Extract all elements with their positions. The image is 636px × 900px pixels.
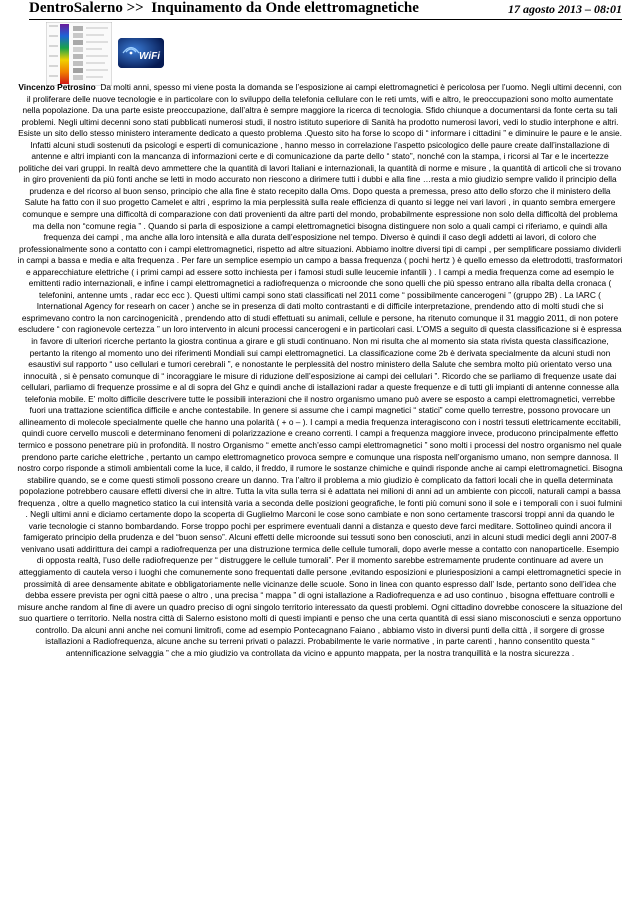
author-name: Vincenzo Petrosino (18, 82, 96, 92)
wifi-icon (118, 38, 164, 68)
site-name: DentroSalerno >> (29, 0, 144, 16)
wifi-label: WiFi (139, 51, 161, 62)
header-title (29, 0, 419, 17)
spectrum-chart-icon (46, 22, 112, 86)
article-paragraph: Da molti anni, spesso mi viene posta la domanda se l’esposizione ai campi elettromagnetici è pericolosa per l’uomo. Negli ultimi decenni, con il proliferare delle nuove tecnologie e in particolare con lo sviluppo della telefonia cellulare con le reti umts, wifi e altro, le preoccupazioni sono molto aumentate nella popolazione. Da una parte esiste preoccupazione, dall’altra è sempre maggiore la ricerca di tecnologia. Sfido chiunque a documentarsi da fonte certa su tali problemi. Negli ultimi decenni sono stati pubblicati numerosi studi, il nostro istituto superiore di Sanità ha prodotto numerosi lavori, vedi lo studio interphone e altri. Esiste un sito dello stesso ministero interamente dedicato a questo problema .Questo sito ha forse lo scopo di “ informare i cittadini ” e diminuire le paure e le ansie. Infatti alcuni studi sostenuti da psicologi e esperti di comunicazione , hanno messo in correlazione l’aspetto psicologico delle paure create dall’installazione di antenne e altri impianti con la mancanza di informazioni certe e di comunicazione da parte dello “ stato”, nonché con la stampa, i ricorsi al Tar e le incertezze politiche dei vari gruppi. In realtà devo ammettere che la quantità di lavori Italiani e internazionali, la quantità di norme e misure , la quantità di articoli che si trovano in giro provenienti da più fonti anche se letti in modo accurato non riescono a dirimere tutti i dubbi e alla fine …resta a mio giudizio sempre valido il principio della prudenza e del ricorso al buon senso, principio che alla fine è stato recepito dalla Oms. Dopo questa a premessa, preso atto dello sforzo che il ministero della Salute ha fatto con il suo progetto Camelet e altri , esprimo la mia perplessità sulla reale efficienza di quanto si legge nei vari lavori , in quanto sembra emergere comunque e sempre una difficoltà di comparazione con dati provenienti da altre parti del mondo, probabilmente espressione non solo della difficoltà del problema ma della non “comune regia ” . Quando si parla di esposizione a campi elettromagnetici bisogna distinguere non solo a quali campi ci riferiamo, e quindi alla frequenza dei campi , ma anche alla loro intensità e alla durata dell’esposizione nel tempo. Diverso è quindi il caso degli addetti ai lavori, di coloro che professionalmente sono a contatto con i campi elettromagnetici, rispetto ad altre situazioni. Abbiamo inoltre diversi tipi di campi , per semplificare possiamo dividerli in campi a bassa e media e alta frequenza . Per fare un semplice esempio un campo a bassa frequenza ( pochi hertz ) è quello emesso da elettrodotti, trasformatori e apparecchiature elettriche ( i primi campi ad essere sotto inchiesta per i famosi studi sulle leucemie infantili ) . I campi a media frequenza come ad esempio le emittenti radio internazionali, e infine i campi elettromagnetici a radiofrequenza o microonde che sono quelli che più spesso entrano alla ribalta della cronaca ( telefonini, antenne umts , radar ecc ecc ). Questi ultimi campi sono stati classificati nel 2011 come “ possibilmente cancerogeni ” (gruppo 2B) . La IARC ( International Agency for researh on cacer ) anche se in presenza di dati molto contrastanti e di difficile interpretazione, prendendo atto di molti studi che si esprimevano contro la non carcinogenicità , prendendo atto di studi effettuati su animali, cellule e persone, ha ritenuto comunque il 31 maggio 2011, di non potere escludere “ con ragionevole certezza ” un loro intervento in alcuni processi cancerogeni e in particolari casi. L’OMS a seguito di questa classificazione si è espressa in favore di ulteriori ricerche pertanto la giostra continua a girare e gli studi continuano. Non mi risulta che al momento sia stata rivista questa classificazione, pertanto la ritengo al momento uno dei riferimenti Mondiali sui campi elettromagnetici. La classificazione come 2b è derivata specialmente da alcuni studi non esaustivi sul rapporto “ uso cellulari e tumori cerebrali ”, e nonostante le perplessità del nostro ministero della Salute che sembra molto più orientato verso una innocuità , si è pensato comunque di “ incoraggiare le misure di riduzione dell’esposizione ai campi dei cellulari ”. Ricordo che se parliamo di frequenze usate dai cellulari, parliamo di frequenze prossime e al di sopra del Ghz e quindi anche di istallazioni radar a queste frequenze e di tutti gli impianti di antenne connesse alla telefonia mobile. E’ molto difficile descrivere tutte le possibili interazioni che il nostro organismo umano può avere se esposto a campi elettromagnetici, verrebbe fuori una trattazione scientifica difficile e anche contestabile. In genere si assume che i campi magnetici “ statici” come quello terrestre, possono provocare un allineamento di molecole specialmente quelle che hanno una polarità ( + o – ). I campi a media frequenza interagiscono con i nostri tessuti elettricamente eccitabili, quindi cuore cervello muscoli e determinano fenomeni di polarizzazione e creano correnti. I campi a frequenza maggiore invece, producono principalmente effetto termico e possono penetrare più in profondità. Il nostro Organismo “ emette anch’esso campi elettromagnetici ” sono molti i processi del nostro organismo nel quale prendono parte cariche elettriche , pertanto un campo elettromagnetico provoca sempre e comunque una risposta nell’organismo umano, non sempre dannosa. Il nostro corpo risponde a stimoli ambientali come la luce, il caldo, il freddo, il rumore le sostanze chimiche e quindi risponde anche ai campi elettromagnetici. Bisogna stabilire quando, se e come questi stimoli possono creare un danno. Tra l’altro il problema a mio giudizio è complicato da fattori locali che in quella determinata popolazione potrebbero causare effetti diversi che in altre. Tutta la vita sulla terra si è adattata nei milioni di anni ad un ambiente con piccoli, naturali campi a bassa frequenza , oltre a quello magnetico statico la cui intensità varia a seconda delle posizioni geografiche, le fonti più comuni sono il sole e i temporali con i suoi fulmini . Negli ultimi anni e diciamo certamente dopo la scoperta di Guglielmo Marconi le cose sono cambiate e non sono certamente trascorsi troppi anni da quando le varie tecnologie ci stanno bombardando. Forse troppo pochi per esprimere eventuali danni a distanza e questo deve farci meditare. Sottolineo quindi ancora il famigerato principio della prudenza e del “buon senso”. Alcuni effetti delle microonde sui tessuti sono ben conosciuti, anzi in alcuni studi medici degli anni 2007-8 venivano usati addirittura dei campi a radiofrequenza per una distruzione termica delle cellule tumorali, dopo averle messe a contatto con nanoparticelle. Esempio di opposta realtà, l’uso delle radiofrequenze per “ distruggere le cellule tumorali”. Per il momento sarebbe estremamente prudente continuare ad avere un atteggiamento di cautela verso i luoghi che comunemente sono frequentati dalle persone ,evitando esposizioni e pluriesposizioni a campi elettromagnetici specie in prossimità di aree densamente abitate e obbligatoriamente nelle vicinanze delle scuole. Sono in linea con quanto espresso dall’ Isde, pertanto sono dell’idea che debba essere prevista per ogni città paese o altro , una precisa “ mappa ” di ogni istallazione a Radiofrequenza e ad uso continuo , bisogna effettuare controlli e misure anche random al fine di avere un quadro preciso di ogni singolo territorio interessato da questi problemi. Ogni cittadino dovrebbe conoscere la situazione del suo quartiere o territorio. Nella nostra città di Salerno esistono molti di questi impianti e penso che una certa quantità di essi siano misconosciuti e senza opportuno controllo. Da alcuni anni anche nei comuni limitrofi, come ad esempio Pontecagnano Faiano , abbiamo visto in diversi punti della città , il sorgere di grosse istallazioni a Radiofrequenza, alcune anche su terreni privati o palazzi. Probabilmente le varie normative , in parte carenti , hanno consentito questa “ antennificazione selvaggia ” che a mio giudizio va controllata da vicino e appunto mappata, per la nostra tranquillità e la nostra sicurezza . (17, 82, 623, 658)
article-body (17, 82, 623, 659)
section-title: Inquinamento da Onde elettromagnetiche (151, 0, 419, 16)
header-rule (29, 19, 622, 20)
publication-date: 17 agosto 2013 – 08:01 (508, 2, 622, 16)
